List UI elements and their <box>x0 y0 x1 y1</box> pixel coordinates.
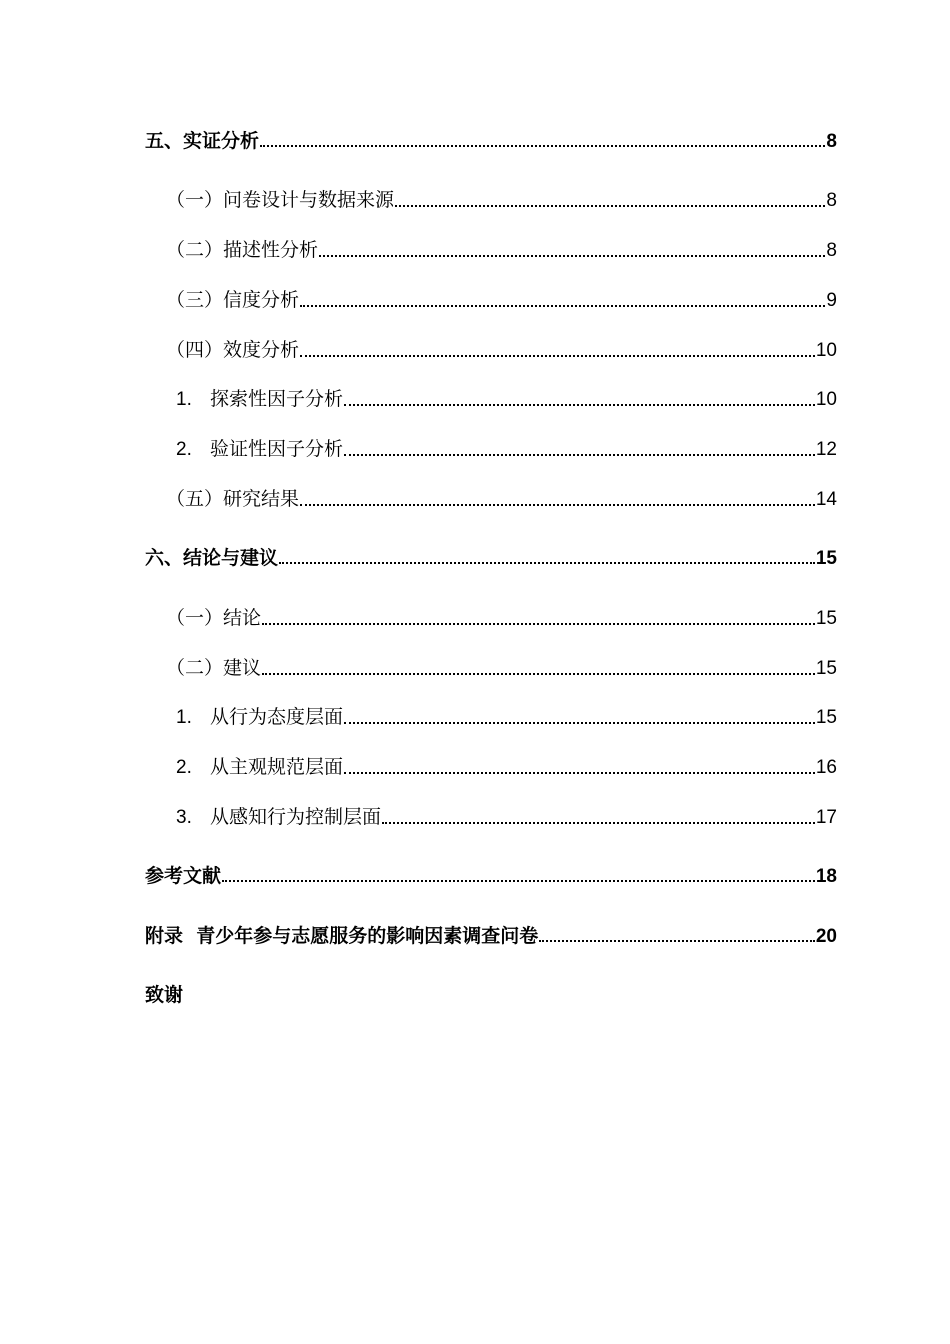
toc-page-number: 18 <box>815 866 837 887</box>
toc-page-number: 9 <box>826 290 837 311</box>
toc-entry-title: （一）问卷设计与数据来源 <box>166 189 395 211</box>
toc-page-number: 10 <box>815 340 837 361</box>
toc-entry-acknowledgements[interactable] <box>145 980 837 1010</box>
toc-page-number: 15 <box>815 658 837 679</box>
toc-entry-title: 探索性因子分析 <box>210 388 344 410</box>
toc-entry-research-results[interactable] <box>166 484 837 514</box>
toc-entry-number: 2. <box>176 757 192 778</box>
toc-entry-appendix-questionnaire[interactable] <box>145 921 837 951</box>
toc-dot-leader <box>300 484 815 514</box>
toc-page-number: 20 <box>815 926 837 947</box>
toc-entry-number: 3. <box>176 807 192 828</box>
toc-dot-leader <box>395 185 825 215</box>
toc-entry-title: 附录 青少年参与志愿服务的影响因素调查问卷 <box>145 925 539 947</box>
toc-dot-leader <box>260 126 825 156</box>
toc-dot-leader <box>344 384 815 414</box>
toc-entry-title: 验证性因子分析 <box>210 438 344 460</box>
toc-page-number: 8 <box>826 190 837 211</box>
toc-page-number: 16 <box>815 757 837 778</box>
toc-page-number: 10 <box>815 389 837 410</box>
toc-entry-reliability-analysis[interactable] <box>166 285 837 315</box>
toc-entry-subjective-norms[interactable] <box>176 752 837 782</box>
toc-entry-number: 1. <box>176 707 192 728</box>
toc-entry-title: （三）信度分析 <box>166 289 300 311</box>
toc-page-number: 8 <box>826 240 837 261</box>
toc-page-number: 15 <box>815 548 837 569</box>
toc-entry-title: 致谢 <box>145 984 184 1006</box>
toc-entry-title: 参考文献 <box>145 865 222 887</box>
toc-page-number: 17 <box>815 807 837 828</box>
toc-page-number: 15 <box>815 707 837 728</box>
toc-dot-leader <box>344 434 815 464</box>
toc-page-number: 14 <box>815 489 837 510</box>
toc-entry-descriptive-analysis[interactable] <box>166 235 837 265</box>
toc-dot-leader <box>344 752 815 782</box>
toc-entry-title: 六、结论与建议 <box>145 547 279 569</box>
toc-dot-leader <box>300 335 815 365</box>
toc-dot-leader <box>344 702 815 732</box>
toc-entry-confirmatory-factor-analysis[interactable] <box>176 434 837 464</box>
toc-entry-number: 1. <box>176 389 192 410</box>
toc-page-number: 8 <box>826 131 837 152</box>
toc-entry-title: （四）效度分析 <box>166 339 300 361</box>
toc-entry-title: （五）研究结果 <box>166 488 300 510</box>
toc-dot-leader <box>222 861 815 891</box>
toc-entry-suggestions[interactable] <box>166 653 837 683</box>
toc-entry-conclusion[interactable] <box>166 603 837 633</box>
toc-entry-title: 从主观规范层面 <box>210 756 344 778</box>
toc-entry-title: 从感知行为控制层面 <box>210 806 382 828</box>
toc-entry-empirical-analysis[interactable] <box>145 126 837 156</box>
toc-entry-title: 从行为态度层面 <box>210 706 344 728</box>
toc-page-number: 12 <box>815 439 837 460</box>
toc-dot-leader <box>319 235 825 265</box>
toc-dot-leader <box>539 921 815 951</box>
toc-entry-title: （一）结论 <box>166 607 262 629</box>
toc-entry-validity-analysis[interactable] <box>166 335 837 365</box>
toc-entry-number: 2. <box>176 439 192 460</box>
toc-dot-leader <box>262 603 815 633</box>
toc-entry-questionnaire-design[interactable] <box>166 185 837 215</box>
toc-entry-exploratory-factor-analysis[interactable] <box>176 384 837 414</box>
toc-page-number: 15 <box>815 608 837 629</box>
toc-entry-title: （二）描述性分析 <box>166 239 319 261</box>
toc-dot-leader <box>382 802 815 832</box>
toc-dot-leader <box>300 285 825 315</box>
toc-entry-references[interactable] <box>145 861 837 891</box>
toc-entry-title: （二）建议 <box>166 657 262 679</box>
toc-dot-leader <box>262 653 815 683</box>
toc-entry-title: 五、实证分析 <box>145 130 260 152</box>
toc-entry-perceived-behavioral-control[interactable] <box>176 802 837 832</box>
toc-entry-conclusions-and-suggestions[interactable] <box>145 543 837 573</box>
toc-dot-leader <box>279 543 815 573</box>
toc-entry-behavioral-attitude[interactable] <box>176 702 837 732</box>
